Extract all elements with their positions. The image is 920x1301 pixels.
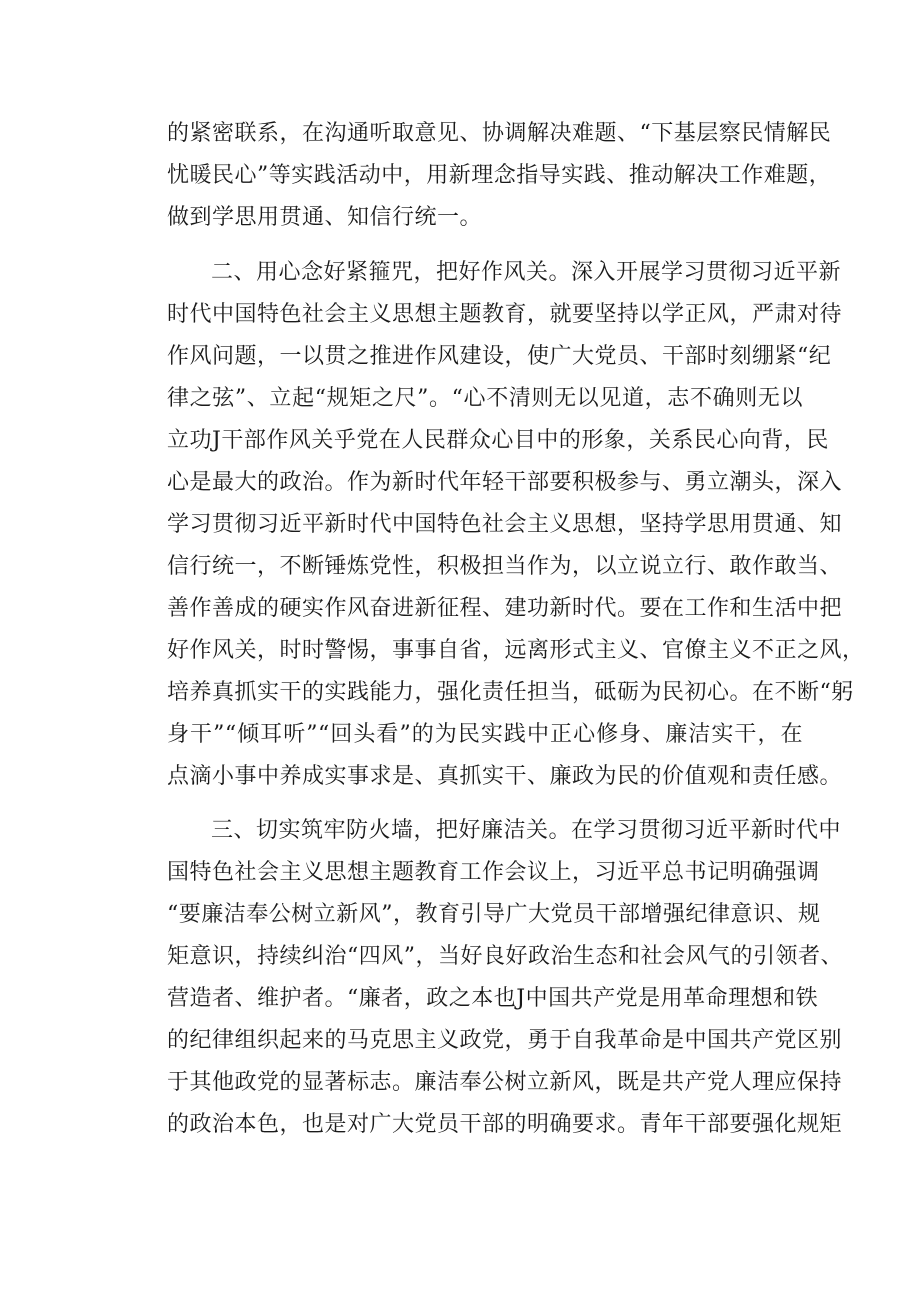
text-line: 国特色社会主义思想主题教育工作会议上，习近平总书记明确强调 bbox=[167, 860, 820, 885]
text-line: 好作风关，时时警惕，事事自省，远离形式主义、官僚主义不正之风， bbox=[167, 637, 865, 663]
body-text bbox=[167, 113, 865, 1146]
text-line: 矩意识，持续纠治“四风”，当好良好政治生态和社会风气的引领者、 bbox=[167, 944, 843, 969]
text-line: 培养真抓实干的实践能力，强化责任担当，砥砺为民初心。在不断“躬 bbox=[167, 679, 854, 705]
text-line: 做到学思用贯通、知信行统一。 bbox=[167, 205, 483, 230]
text-line: 立功J干部作风关乎党在人民群众心目中的形象，关系民心向背，民 bbox=[167, 427, 829, 453]
text-line: “要廉洁奉公树立新风”，教育引导广大党员干部增强纪律意识、规 bbox=[167, 902, 821, 927]
text-line: 于其他政党的显著标志。廉洁奉公树立新风，既是共产党人理应保持 bbox=[167, 1070, 843, 1095]
text-line: 三、切实筑牢防火墙，把好廉洁关。在学习贯彻习近平新时代中 bbox=[211, 818, 842, 843]
text-line: 时代中国特色社会主义思想主题教育，就要坚持以学正风，严肃对待 bbox=[167, 301, 843, 327]
text-line: 信行统一，不断锤炼党性，积极担当作为，以立说立行、敢作敢当、 bbox=[167, 553, 843, 579]
text-line: 的紧密联系，在沟通听取意见、协调解决难题、“下基层察民情解民 bbox=[167, 121, 832, 146]
text-line: 身干”“倾耳听”“回头看”的为民实践中正心修身、廉洁实干，在 bbox=[167, 721, 803, 747]
text-line: 学习贯彻习近平新时代中国特色社会主义思想，坚持学思用贯通、知 bbox=[167, 511, 843, 537]
text-line: 的政治本色，也是对广大党员干部的明确要求。青年干部要强化规矩 bbox=[167, 1112, 843, 1137]
paragraph-2 bbox=[167, 252, 865, 798]
text-line: 善作善成的硬实作风奋进新征程、建功新时代。要在工作和生活中把 bbox=[167, 595, 843, 621]
text-line: 忧暖民心”等实践活动中，用新理念指导实践、推动解决工作难题， bbox=[167, 163, 832, 188]
paragraph-3 bbox=[167, 810, 843, 1146]
paragraph-1 bbox=[167, 113, 832, 239]
text-line: 的纪律组织起来的马克思主义政党，勇于自我革命是中国共产党区别 bbox=[167, 1028, 843, 1053]
text-line: 营造者、维护者。“廉者，政之本也J中国共产党是用革命理想和铁 bbox=[167, 986, 819, 1011]
text-line: 心是最大的政治。作为新时代年轻干部要积极参与、勇立潮头，深入 bbox=[167, 469, 843, 495]
text-line: 点滴小事中养成实事求是、真抓实干、廉政为民的价值观和责任感。 bbox=[167, 763, 843, 789]
text-line: 二、用心念好紧箍咒，把好作风关。深入开展学习贯彻习近平新 bbox=[211, 259, 842, 285]
text-line: 作风问题，一以贯之推进作风建设，使广大党员、干部时刻绷紧“纪 bbox=[167, 343, 832, 369]
text-line: 律之弦”、立起“规矩之尺”。“心不清则无以见道，志不确则无以 bbox=[167, 385, 803, 411]
